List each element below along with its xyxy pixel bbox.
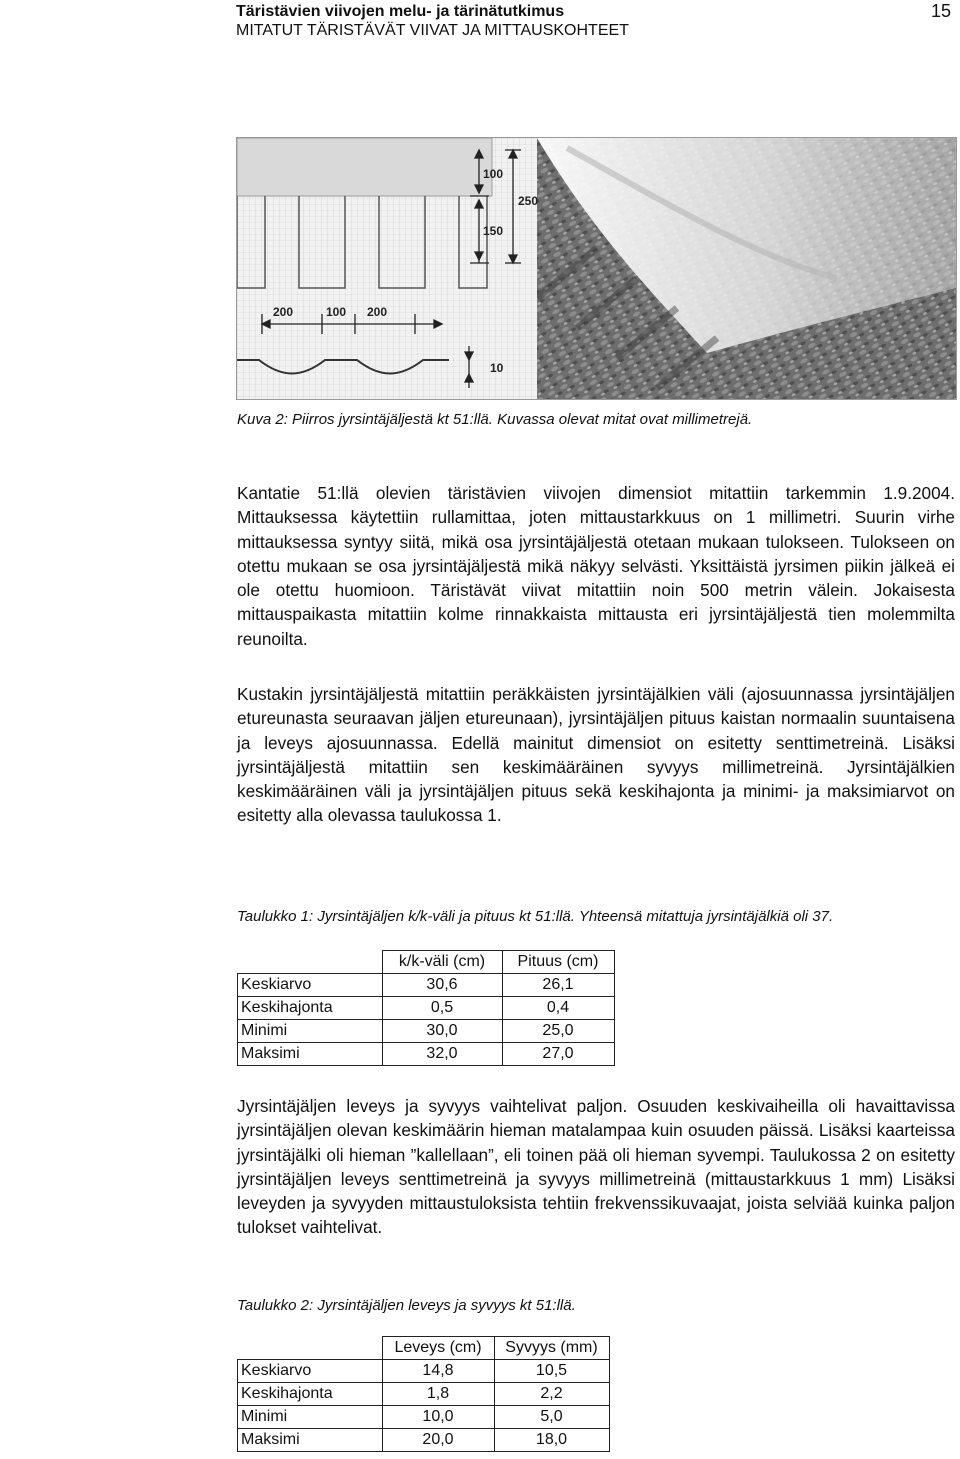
row-label: Maksimi [238,1043,383,1066]
dim-label-250: 250 [518,194,539,208]
table-cell: 1,8 [382,1383,494,1406]
paragraph-1 [237,481,955,651]
section-title: MITATUT TÄRISTÄVÄT VIIVAT JA MITTAUSKOHTEET [236,22,629,39]
figure-caption: Kuva 2: Piirros jyrsintäjäljestä kt 51:llä. Kuvassa olevat mitat ovat millimetrejä. [237,411,753,428]
document-title: Täristävien viivojen melu- ja tärinätutkimus [236,3,565,20]
dim-label-100-vertical: 100 [483,167,504,181]
table-cell: 20,0 [382,1429,494,1452]
table-row [238,997,615,1020]
row-label: Maksimi [238,1429,383,1452]
table-cell: 2,2 [494,1383,609,1406]
row-label: Minimi [238,1020,383,1043]
column-header: Syvyys (mm) [494,1337,609,1360]
table-cell: 18,0 [494,1429,609,1452]
table-row [238,1020,615,1043]
dim-label-150: 150 [483,224,504,238]
paragraph-text: Kustakin jyrsintäjäljestä mitattiin peräkkäisten jyrsintäjälkien väli (ajosuunnassa jyrsintäjäljen etureunasta seuraavan jäljen etureunaan), jyrsintäjäljen pituus kaistan normaalin suuntaisena ja leveys ajosuunnassa. Edellä mainitut dimensiot on esitetty senttimetreinä. Lisäksi jyrsintäjäljestä mitattiin sen keskimääräinen syvyys millimetreinä. Jyrsintäjälkien keskimääräinen väli ja jyrsintäjäljen pituus sekä keskihajonta ja minimi- ja maksimiarvot on esitetty alla olevassa taulukossa 1. [237,684,955,826]
running-header [236,2,952,40]
table-header-row [238,1337,610,1360]
table-cell: 26,1 [502,974,614,997]
table-cell: 30,6 [382,974,502,997]
table-row [238,974,615,997]
dim-label-200-right: 200 [367,305,388,319]
row-label: Keskihajonta [238,997,383,1020]
table-cell: 14,8 [382,1360,494,1383]
table-cell: 25,0 [502,1020,614,1043]
table2-caption: Taulukko 2: Jyrsintäjäljen leveys ja syvyys kt 51:llä. [237,1297,576,1314]
table-row [238,1429,610,1452]
table1-caption: Taulukko 1: Jyrsintäjäljen k/k-väli ja pituus kt 51:llä. Yhteensä mitattuja jyrsintäjälkiä oli 37. [237,908,834,925]
row-label: Minimi [238,1406,383,1429]
table-cell: 0,5 [382,997,502,1020]
table-row [238,1043,615,1066]
paragraph-3 [237,1094,955,1240]
dim-label-10: 10 [490,361,504,375]
paragraph-text: Kantatie 51:llä olevien täristävien viivojen dimensiot mitattiin tarkemmin 1.9.2004. Mittauksessa käytettiin rullamittaa, joten mittaustarkkuus on 1 millimetri. Suurin virhe mittauksessa syntyy siitä, mikä osa jyrsintäjäljestä otetaan mukaan tulokseen. Tulokseen on otettu mukaan se osa jyrsintäjäljestä mikä näkyy selvästi. Yksittäistä jyrsimen piikin jälkeä ei ole otettu huomioon. Täristävät viivat mitattiin noin 500 metrin välein. Jokaisesta mittauspaikasta mitattiin kolme rinnakkaista mittausta eri jyrsintäjäljestä tien molemmilta reunoilta. [237,483,955,649]
table-cell: 30,0 [382,1020,502,1043]
table-cell: 10,0 [382,1406,494,1429]
table-row [238,1360,610,1383]
paragraph-text: Jyrsintäjäljen leveys ja syvyys vaihtelivat paljon. Osuuden keskivaiheilla oli havaittavissa jyrsintäjäljen olevan keskimäärin hieman matalampaa kuin osuuden päissä. Lisäksi kaarteissa jyrsintäjälki oli hieman ”kallellaan”, eli toinen pää oli hieman syvempi. Taulukossa 2 on esitetty jyrsintäjäljen leveys senttimetreinä ja syvyys millimetreinä (mittaustarkkuus 1 mm) Lisäksi leveyden ja syvyyden mittaustuloksista tehtiin frekvenssikuvaajat, joista selviää kuinka paljon tulokset vaihtelivat. [237,1096,955,1238]
dim-label-200-left: 200 [273,305,294,319]
dim-label-100-horizontal: 100 [326,305,347,319]
table-cell: 10,5 [494,1360,609,1383]
column-header: Pituus (cm) [502,951,614,974]
table-2 [237,1336,610,1452]
page-number: 15 [931,1,952,21]
column-header: k/k-väli (cm) [382,951,502,974]
table-cell: 32,0 [382,1043,502,1066]
row-label: Keskihajonta [238,1383,383,1406]
paragraph-2 [237,682,955,828]
row-label: Keskiarvo [238,974,383,997]
row-label: Keskiarvo [238,1360,383,1383]
table-row [238,1383,610,1406]
rumble-strip-drawing [237,138,956,399]
table-1 [237,950,615,1066]
table-cell: 27,0 [502,1043,614,1066]
table-row [238,1406,610,1429]
column-header: Leveys (cm) [382,1337,494,1360]
rumble-strip-figure [236,137,957,400]
table-cell: 0,4 [502,997,614,1020]
table-cell: 5,0 [494,1406,609,1429]
table-header-row [238,951,615,974]
